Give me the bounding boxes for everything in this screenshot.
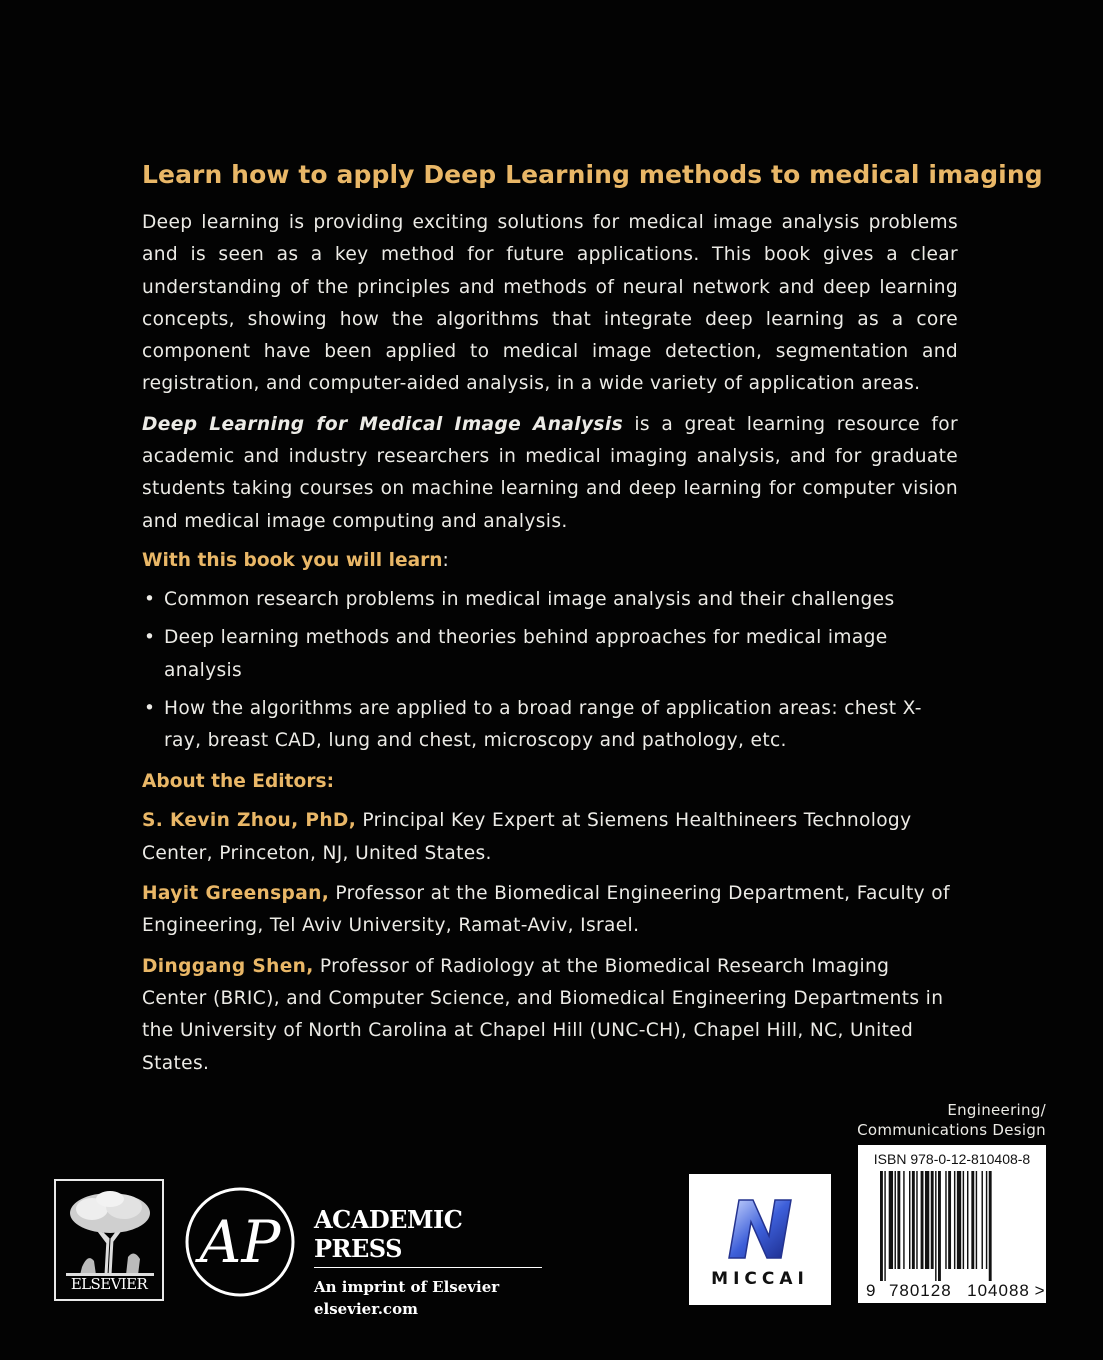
editor-entry: [142, 878, 958, 943]
editor-name: Hayit Greenspan,: [142, 883, 330, 905]
barcode-bar: [916, 1171, 917, 1269]
barcode-bar: [989, 1171, 992, 1281]
barcode-bar: [931, 1171, 934, 1269]
editor-bio: Professor of Radiology at the Biomedical Research Imaging Center (BRIC), and Computer Science, and Biomedical Engineering Departments in the University of North Carolina at Chapel Hill (UNC-CH), Chapel Hill, NC, United States.: [142, 955, 944, 1074]
barcode-bar: [967, 1171, 968, 1269]
elsevier-wordmark: ELSEVIER: [70, 1275, 148, 1293]
barcode-digits-left: 780128: [888, 1281, 952, 1300]
miccai-logo: [689, 1174, 831, 1305]
editor-name: Dinggang Shen,: [142, 955, 314, 977]
editor-entry: [142, 951, 958, 1080]
editor-name: S. Kevin Zhou, PhD,: [142, 810, 357, 832]
barcode-bar: [954, 1171, 955, 1269]
barcode-bar: [986, 1171, 987, 1269]
imprint-line: An imprint of Elsevier: [314, 1278, 500, 1296]
list-item: • Common research problems in medical image analysis and their challenges: [142, 584, 958, 616]
editor-bio: Professor at the Biomedical Engineering Department, Faculty of Engineering, Tel Aviv University, Ramat-Aviv, Israel.: [142, 883, 950, 937]
isbn-barcode: [858, 1145, 1046, 1303]
miccai-n-icon: [723, 1192, 797, 1262]
subject-category: [857, 1100, 1046, 1140]
barcode-bar: [963, 1171, 964, 1269]
barcode-bar: [935, 1171, 936, 1281]
headline: Learn how to apply Deep Learning methods to medical imaging: [142, 160, 1043, 189]
academic-press-monogram: [184, 1186, 296, 1298]
barcode-arrow: >: [1034, 1281, 1045, 1300]
barcode-bar: [895, 1171, 896, 1269]
barcode-bar: [897, 1171, 900, 1269]
barcode-bars: [880, 1171, 1030, 1281]
list-item: • Deep learning methods and theories behind approaches for medical image analysis: [142, 622, 958, 687]
barcode-bar: [903, 1171, 904, 1269]
category-line: Communications Design: [857, 1121, 1046, 1139]
barcode-digit-first: 9: [866, 1281, 876, 1300]
barcode-digits-right: 104088: [967, 1281, 1030, 1300]
isbn-number: ISBN 978-0-12-810408-8: [873, 1151, 1031, 1167]
learn-heading: [142, 546, 958, 576]
publisher-url: elsevier.com: [314, 1300, 418, 1318]
miccai-wordmark: MICCAI: [711, 1269, 809, 1289]
barcode-digits: [866, 1281, 1045, 1301]
barcode-bar: [909, 1171, 910, 1269]
academic-press-name: ACADEMIC PRESS: [314, 1205, 542, 1268]
barcode-bar: [921, 1171, 924, 1269]
barcode-bar: [948, 1171, 951, 1269]
barcode-bar: [938, 1171, 941, 1281]
category-line: Engineering/: [947, 1101, 1046, 1119]
barcode-bar: [925, 1171, 929, 1269]
book-title: Deep Learning for Medical Image Analysis: [142, 413, 623, 435]
intro-paragraph: Deep learning is providing exciting solutions for medical image analysis problems and is seen as a key method for future applications. This book gives a clear understanding of the principles and methods of neural network and deep learning concepts, showing how the algorithms that integrate deep learning as a core component have been applied to medical image detection, segmentation and registration, and computer-aided analysis, in a wide variety of application areas.: [142, 212, 958, 395]
elsevier-logo: [54, 1179, 164, 1301]
resource-text: is a great learning resource for academic and industry researchers in medical imaging analysis, and for graduate students taking courses on machine learning and deep learning for computer vision and medical image computing and analysis.: [142, 413, 959, 532]
academic-press-block: [314, 1205, 542, 1320]
editor-entry: [142, 805, 958, 870]
learn-heading-text: With this book you will learn: [142, 549, 443, 571]
ap-monogram-text: AP: [199, 1208, 281, 1276]
elsevier-tree-icon: [62, 1187, 158, 1277]
editor-bio: Principal Key Expert at Siemens Healthineers Technology Center, Princeton, NJ, United States.: [142, 810, 912, 864]
barcode-bar: [884, 1171, 885, 1281]
list-item: • How the algorithms are applied to a broad range of application areas: chest X-ray, breast CAD, lung and chest, microscopy and pathology, etc.: [142, 693, 958, 758]
barcode-bar: [945, 1171, 946, 1269]
learn-list: [142, 584, 958, 757]
barcode-bar: [976, 1171, 977, 1269]
resource-paragraph: [142, 409, 958, 538]
barcode-bar: [971, 1171, 974, 1269]
barcode-bar: [957, 1171, 961, 1269]
editors-heading: About the Editors:: [142, 771, 335, 793]
barcode-bar: [982, 1171, 983, 1269]
barcode-bar: [880, 1171, 883, 1281]
editors-list: [142, 805, 958, 1079]
back-cover-text: [142, 160, 1043, 1088]
learn-heading-colon: :: [442, 549, 449, 571]
barcode-bar: [912, 1171, 915, 1269]
barcode-bar: [889, 1171, 893, 1269]
